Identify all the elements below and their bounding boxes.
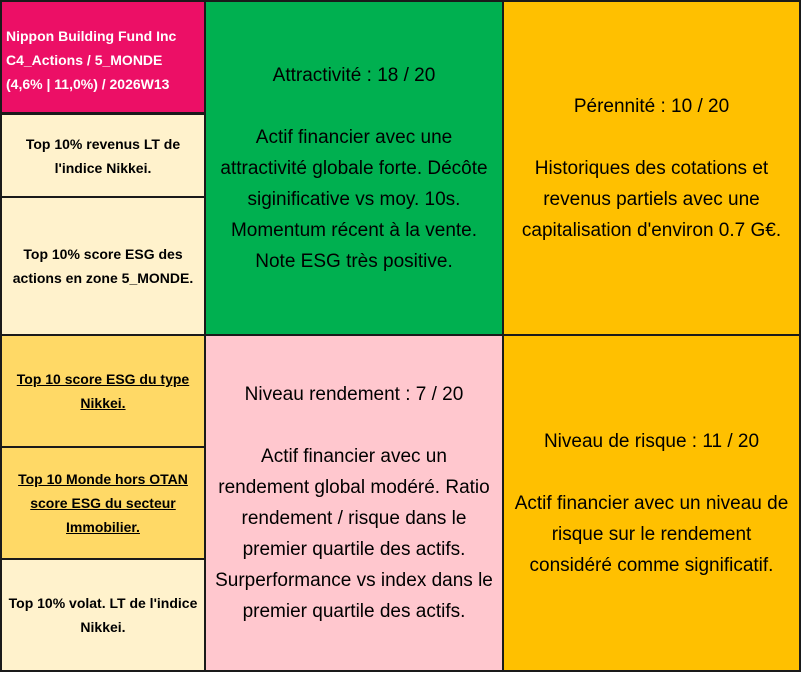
panel-title: Pérennité : 10 / 20 bbox=[573, 95, 730, 117]
highlight-text: Top 10 Monde hors OTAN score ESG du secteur Immobilier. bbox=[18, 471, 188, 535]
asset-category: C4_Actions / 5_MONDE bbox=[6, 52, 163, 68]
asset-header bbox=[0, 0, 206, 114]
panel-title: Attractivité : 18 / 20 bbox=[272, 64, 436, 86]
highlight-text: Top 10% volat. LT de l'indice Nikkei. bbox=[8, 595, 198, 635]
highlight-text: Top 10% score ESG des actions en zone 5_MONDE. bbox=[12, 246, 194, 286]
panel-body: Actif financier avec une attractivité globale forte. Décôte siginificative vs moy. 10s. Momentum récent à la vente. Note ESG très positive. bbox=[220, 126, 488, 272]
panel-title: Niveau de risque : 11 / 20 bbox=[543, 430, 760, 452]
panel-risque bbox=[502, 334, 801, 672]
panel-rendement bbox=[204, 334, 504, 672]
highlight-cell-revenus bbox=[0, 113, 206, 198]
highlight-cell-esg-secteur bbox=[0, 446, 206, 560]
panel-body: Historiques des cotations et revenus partiels avec une capitalisation d'environ 0.7 G€. bbox=[521, 157, 782, 241]
highlight-cell-esg-type bbox=[0, 334, 206, 448]
panel-body: Actif financier avec un niveau de risque sur le rendement considéré comme significatif. bbox=[514, 492, 789, 576]
highlight-cell-volat bbox=[0, 558, 206, 672]
panel-body: Actif financier avec un rendement global modéré. Ratio rendement / risque dans le premier quartile des actifs. Surperformance vs index dans le premier quartile des actifs. bbox=[215, 446, 493, 622]
panel-title: Niveau rendement : 7 / 20 bbox=[244, 384, 464, 405]
panel-attractivite bbox=[204, 0, 504, 336]
panel-perennite bbox=[502, 0, 801, 336]
highlight-text: Top 10 score ESG du type Nikkei. bbox=[16, 371, 190, 411]
highlight-text: Top 10% revenus LT de l'indice Nikkei. bbox=[25, 135, 181, 176]
highlight-cell-esg-zone bbox=[0, 196, 206, 336]
asset-name: Nippon Building Fund Inc bbox=[6, 28, 177, 44]
asset-stats: (4,6% | 11,0%) / 2026W13 bbox=[6, 76, 170, 92]
